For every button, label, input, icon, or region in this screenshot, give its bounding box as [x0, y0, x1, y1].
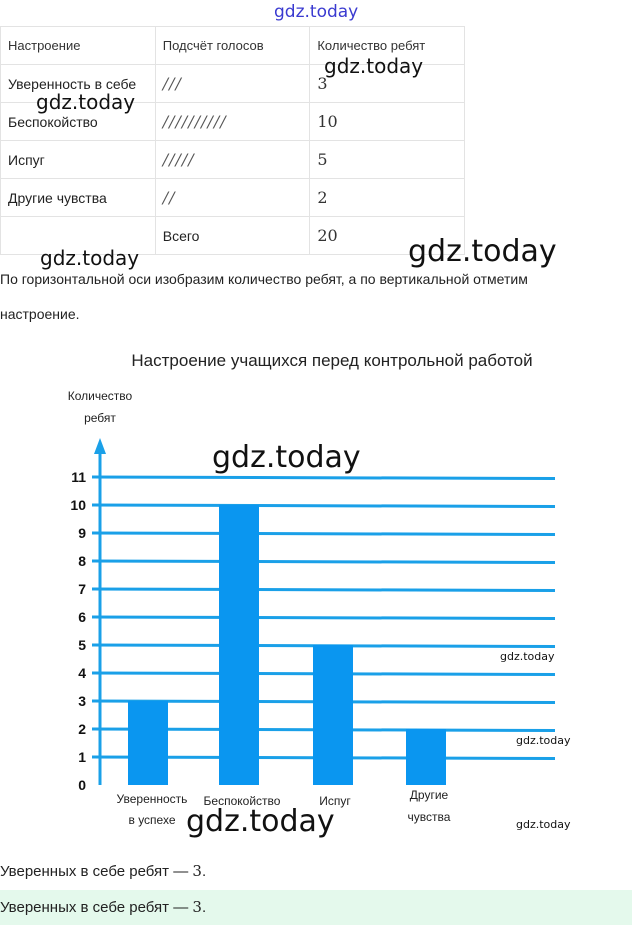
mood-cell: Испуг [1, 141, 156, 179]
y-axis-label [68, 389, 133, 425]
bar [219, 505, 259, 785]
total-label: Всего [155, 217, 310, 255]
y-tick-label: 5 [78, 637, 86, 653]
y-tick-label: 3 [78, 693, 86, 709]
y-tick-label: 7 [78, 581, 86, 597]
mood-cell: Другие чувства [1, 179, 156, 217]
category-label: чувства [407, 810, 451, 824]
y-tick-label: 10 [70, 497, 86, 513]
grid-line [92, 477, 555, 479]
count-cell: 3 [310, 65, 465, 103]
header-count: Количество ребят [310, 27, 465, 65]
grid-line [92, 561, 555, 563]
grid-line [92, 505, 555, 507]
y-axis-arrow [94, 438, 106, 454]
mood-bar-chart [0, 340, 632, 840]
tally-cell: ////////// [155, 103, 310, 141]
answer-suffix: . [201, 899, 207, 916]
y-axis-label-line: Количество [67, 389, 133, 403]
watermark: gdz.today [36, 90, 136, 114]
header-mood: Настроение [1, 27, 156, 65]
y-tick-labels [70, 469, 86, 793]
y-tick-label: 11 [71, 469, 86, 485]
answer-value: 3 [192, 862, 202, 880]
count-cell: 2 [310, 179, 465, 217]
bar [128, 701, 168, 785]
watermark: gdz.today [408, 234, 557, 269]
count-cell: 10 [310, 103, 465, 141]
category-label: Испуг [319, 794, 351, 808]
grid-line [92, 617, 555, 619]
answer-prefix: Уверенных в себе ребят — [0, 863, 193, 880]
bar [313, 645, 353, 785]
category-label: Уверенность [116, 792, 188, 806]
category-label: Беспокойство [203, 794, 281, 808]
header-tally: Подсчёт голосов [155, 27, 310, 65]
answer-value: 3 [192, 898, 202, 916]
watermark: gdz.today [500, 650, 555, 663]
y-tick-label: 6 [78, 609, 86, 625]
y-axis [94, 438, 106, 785]
mood-cell: Уверенность в себе [1, 65, 156, 103]
answer-suffix: . [201, 863, 207, 880]
table-row [1, 141, 465, 179]
watermark: gdz.today [324, 54, 424, 78]
watermark: gdz.today [186, 804, 335, 839]
grid-line [92, 589, 555, 591]
y-tick-label: 8 [78, 553, 86, 569]
answer-prefix: Уверенных в себе ребят — [0, 899, 193, 916]
table-row [1, 179, 465, 217]
category-label: Другие [409, 788, 449, 802]
watermark: gdz.today [212, 440, 361, 475]
watermark: gdz.today [40, 246, 140, 270]
watermark: gdz.today [516, 734, 571, 747]
y-axis-label-line: ребят [84, 411, 116, 425]
y-tick-label: 1 [78, 749, 86, 765]
y-tick-label: 4 [78, 665, 86, 681]
answer-text [0, 862, 206, 880]
watermark-top: gdz.today [274, 2, 359, 22]
total-count: 20 [310, 217, 465, 255]
y-tick-label: 0 [78, 777, 86, 793]
bar [406, 729, 446, 785]
mood-cell: Беспокойство [1, 103, 156, 141]
grid-line [92, 533, 555, 535]
answer-highlight [0, 890, 632, 925]
y-tick-label: 9 [78, 525, 86, 541]
y-tick-label: 2 [78, 721, 86, 737]
tally-cell: // [155, 179, 310, 217]
chart-title: Настроение учащихся перед контрольной работой [131, 351, 533, 370]
tally-cell: ///// [155, 141, 310, 179]
count-cell: 5 [310, 141, 465, 179]
tally-cell: /// [155, 65, 310, 103]
category-label: в успехе [128, 813, 176, 827]
explanation-paragraph: По горизонтальной оси изобразим количество ребят, а по вертикальной отметим настроение. [0, 271, 528, 322]
watermark: gdz.today [516, 818, 571, 831]
